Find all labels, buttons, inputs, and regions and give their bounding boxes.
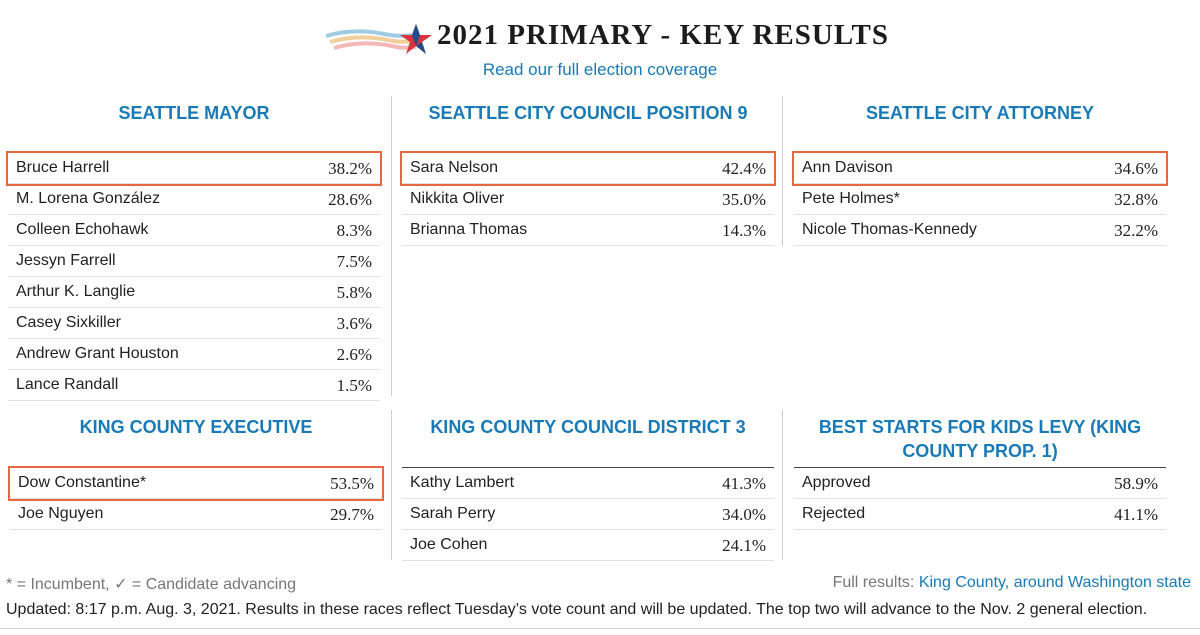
candidate-name: Joe Cohen	[410, 536, 488, 553]
update-note: Updated: 8:17 p.m. Aug. 3, 2021. Results in these races reflect Tuesday’s vote count and will be updated. The top two will advance to the Nov. 2 general election.	[6, 601, 1148, 618]
results-table	[10, 467, 382, 530]
candidate-name: Casey Sixkiller	[16, 314, 121, 331]
vote-percent: 42.4%	[722, 159, 766, 178]
result-row	[794, 215, 1166, 246]
column-divider	[782, 96, 783, 246]
candidate-name: Nikkita Oliver	[410, 190, 505, 207]
election-coverage-link[interactable]: Read our full election coverage	[482, 60, 718, 79]
candidate-name: Andrew Grant Houston	[16, 345, 179, 362]
vote-percent: 41.3%	[722, 474, 766, 493]
coverage-link-row	[0, 60, 1200, 80]
measure-option: Rejected	[802, 505, 866, 522]
result-row	[8, 370, 380, 401]
candidate-name: Lance Randall	[16, 376, 119, 393]
results-table	[794, 152, 1166, 246]
vote-percent: 3.6%	[336, 314, 372, 333]
vote-percent: 24.1%	[722, 536, 766, 555]
results-table	[8, 152, 380, 401]
vote-percent: 28.6%	[328, 190, 372, 209]
candidate-name: Arthur K. Langlie	[16, 283, 136, 300]
vote-percent: 14.3%	[722, 221, 766, 240]
vote-percent: 34.0%	[722, 505, 766, 524]
result-row	[10, 499, 382, 530]
candidate-name: Ann Davison	[802, 159, 893, 176]
result-row	[402, 530, 774, 561]
legend: * = Incumbent, ✓ = Candidate advancing	[6, 576, 297, 593]
race-title: SEATTLE CITY ATTORNEY	[865, 103, 1094, 123]
result-row	[794, 468, 1166, 499]
race-title-line: BEST STARTS FOR KIDS LEVY (KING	[818, 417, 1142, 437]
result-row	[402, 215, 774, 246]
candidate-name: Brianna Thomas	[410, 221, 528, 238]
full-results	[833, 574, 1191, 592]
candidate-name: Jessyn Farrell	[16, 252, 116, 269]
vote-percent: 29.7%	[330, 505, 374, 524]
race-title: SEATTLE MAYOR	[118, 103, 270, 123]
result-row	[794, 153, 1166, 184]
vote-percent: 2.6%	[336, 345, 372, 364]
candidate-name: Kathy Lambert	[410, 474, 515, 491]
result-row	[8, 215, 380, 246]
results-table	[794, 467, 1166, 530]
results-table	[402, 152, 774, 246]
vote-percent: 38.2%	[328, 159, 372, 178]
vote-percent: 32.2%	[1114, 221, 1158, 240]
result-row	[8, 339, 380, 370]
result-row	[402, 499, 774, 530]
measure-option: Approved	[802, 474, 871, 491]
vote-percent: 32.8%	[1114, 190, 1158, 209]
flag-star-logo	[324, 20, 434, 60]
bottom-divider	[0, 628, 1200, 629]
race-title	[794, 415, 1166, 463]
result-row	[402, 468, 774, 499]
candidate-name: Sarah Perry	[410, 505, 496, 522]
race-title: SEATTLE CITY COUNCIL POSITION 9	[428, 103, 748, 123]
vote-percent: 7.5%	[336, 252, 372, 271]
result-row	[8, 246, 380, 277]
candidate-name: Joe Nguyen	[18, 505, 104, 522]
result-row	[8, 277, 380, 308]
page-title: 2021 PRIMARY - KEY RESULTS	[437, 19, 889, 51]
full-results-label: Full results:	[832, 574, 915, 591]
race-title-line: COUNTY PROP. 1)	[902, 441, 1058, 461]
vote-percent: 34.6%	[1114, 159, 1158, 178]
candidate-name: Nicole Thomas-Kennedy	[802, 221, 977, 238]
result-row	[8, 308, 380, 339]
vote-percent: 8.3%	[336, 221, 372, 240]
result-row	[794, 499, 1166, 530]
results-table	[402, 467, 774, 561]
candidate-name: Colleen Echohawk	[16, 221, 149, 238]
result-row	[8, 184, 380, 215]
candidate-name: Sara Nelson	[410, 159, 499, 176]
result-row	[8, 153, 380, 184]
column-divider	[391, 410, 392, 560]
vote-percent: 41.1%	[1114, 505, 1158, 524]
race-title: KING COUNTY EXECUTIVE	[79, 417, 313, 437]
vote-percent: 1.5%	[336, 376, 372, 395]
column-divider	[391, 96, 392, 396]
full-results-links[interactable]: King County, around Washington state	[918, 574, 1191, 591]
candidate-name: Pete Holmes*	[802, 190, 900, 207]
header	[0, 18, 1200, 60]
candidate-name: M. Lorena González	[16, 190, 161, 207]
vote-percent: 58.9%	[1114, 474, 1158, 493]
result-row	[402, 153, 774, 184]
candidate-name: Dow Constantine*	[18, 474, 147, 491]
vote-percent: 35.0%	[722, 190, 766, 209]
result-row	[10, 468, 382, 499]
candidate-name: Bruce Harrell	[16, 159, 110, 176]
result-row	[402, 184, 774, 215]
race-title: KING COUNTY COUNCIL DISTRICT 3	[430, 417, 746, 437]
vote-percent: 53.5%	[330, 474, 374, 493]
result-row	[794, 184, 1166, 215]
vote-percent: 5.8%	[336, 283, 372, 302]
column-divider	[782, 410, 783, 560]
